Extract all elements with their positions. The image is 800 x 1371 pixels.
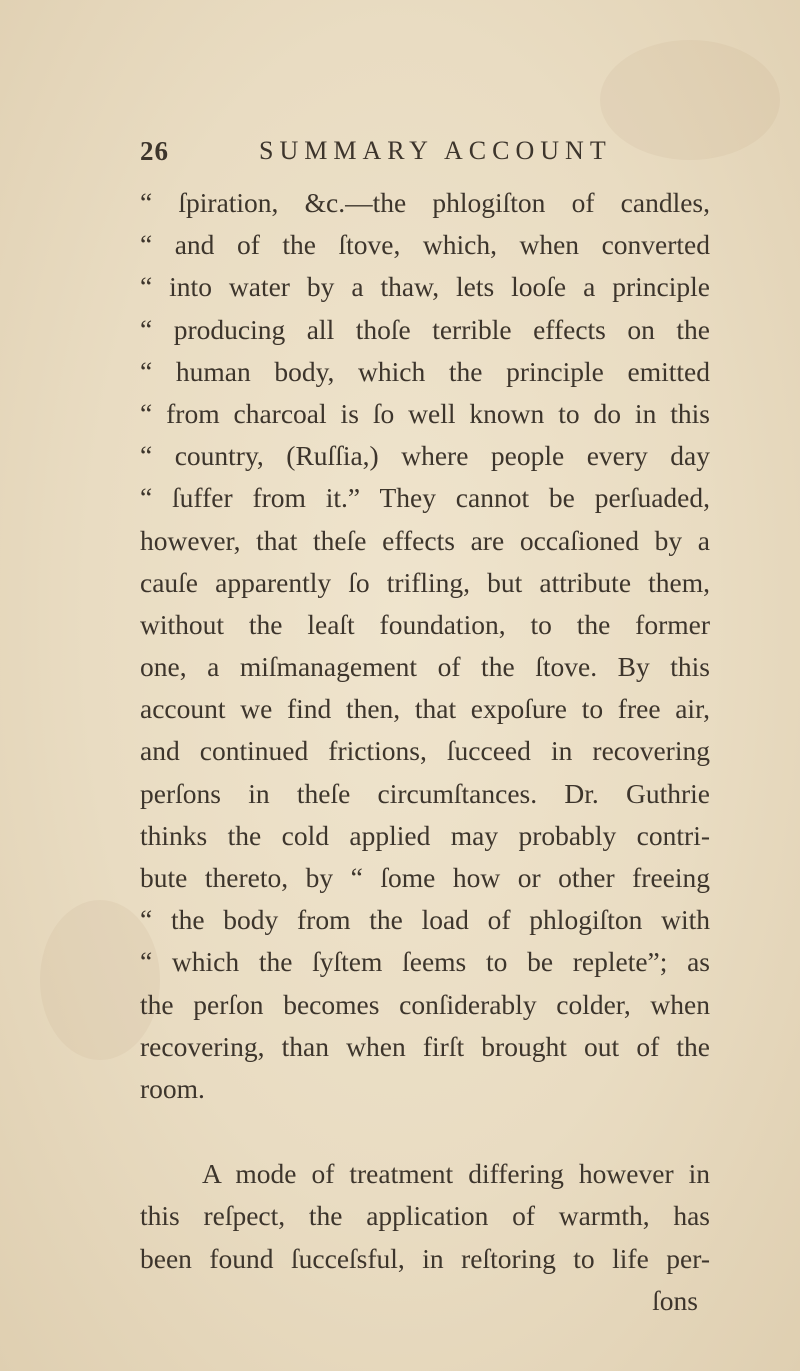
text-line: “ human body, which the principle emitted bbox=[140, 355, 710, 387]
text-line: A mode of treatment differing however in bbox=[202, 1158, 710, 1190]
text-line: room. bbox=[140, 1072, 205, 1104]
page-header bbox=[140, 136, 700, 176]
text-line: “ country, (Ruſſia,) where people every day bbox=[140, 440, 710, 472]
text-line: “ producing all thoſe terrible effects on the bbox=[140, 313, 710, 345]
text-line: “ from charcoal is ſo well known to do in this bbox=[140, 397, 710, 429]
text-line: thinks the cold applied may probably contri- bbox=[140, 819, 710, 851]
text-line: one, a miſmanagement of the ſtove. By this bbox=[140, 651, 710, 683]
text-line: “ into water by a thaw, lets looſe a principle bbox=[140, 271, 710, 303]
text-line: however, that theſe effects are occaſioned by a bbox=[140, 524, 710, 556]
paragraph-gap bbox=[140, 1110, 710, 1153]
text-line: recovering, than when firſt brought out of the bbox=[140, 1030, 710, 1062]
text-line: the perſon becomes conſiderably colder, when bbox=[140, 988, 710, 1020]
text-line: account we find then, that expoſure to free air, bbox=[140, 693, 710, 725]
catchword: ſons bbox=[652, 1284, 698, 1316]
text-line: cauſe apparently ſo trifling, but attribute them, bbox=[140, 566, 710, 598]
text-line: perſons in theſe circumſtances. Dr. Guthrie bbox=[140, 777, 710, 809]
page-number: 26 bbox=[140, 136, 169, 166]
text-line: “ the body from the load of phlogiſton with bbox=[140, 904, 710, 936]
text-line: this reſpect, the application of warmth, has bbox=[140, 1200, 710, 1232]
text-line: “ ſuffer from it.” They cannot be perſuaded, bbox=[140, 482, 710, 514]
text-line: and continued frictions, ſucceed in recovering bbox=[140, 735, 710, 767]
text-line: “ which the ſyſtem ſeems to be replete”; as bbox=[140, 946, 710, 978]
text-line: without the leaſt foundation, to the former bbox=[140, 608, 710, 640]
text-line: been found ſucceſsful, in reſtoring to life per- bbox=[140, 1242, 710, 1274]
text-line: “ and of the ſtove, which, when converted bbox=[140, 229, 710, 261]
text-line: bute thereto, by “ ſome how or other freeing bbox=[140, 862, 710, 893]
text-line: “ ſpiration, &c.—the phlogiſton of candles, bbox=[140, 187, 710, 218]
body-text bbox=[140, 182, 710, 1322]
running-head: SUMMARY ACCOUNT bbox=[259, 136, 612, 165]
